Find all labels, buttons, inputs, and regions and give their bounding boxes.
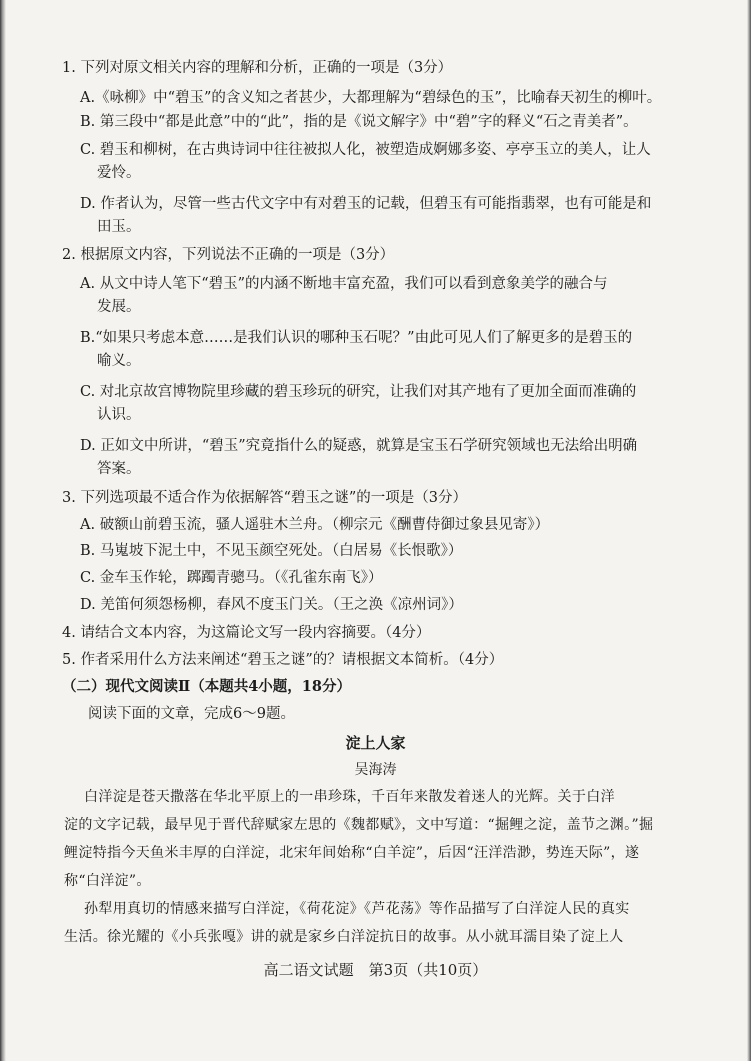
scan-edge-left: [0, 0, 6, 1061]
article-line-6: 生活。徐光耀的《小兵张嘎》讲的就是家乡白洋淀抗日的故事。从小就耳濡目染了淀上人: [64, 929, 624, 945]
question-3-stem: 3. 下列选项最不适合作为依据解答“碧玉之谜”的一项是（3分）: [62, 490, 467, 506]
article-line-3: 鲤淀特指今天鱼米丰厚的白洋淀，北宋年间始称“白羊淀”，后因“汪洋浩渺，势连天际”，遂: [64, 845, 640, 861]
article-line-4: 称“白洋淀”。: [64, 873, 151, 889]
question-2-option-d: D. 正如文中所讲，“碧玉”究竟指什么的疑惑，就算是宝玉石学研究领域也无法给出明确: [80, 438, 638, 454]
question-1-option-a: A.《咏柳》中“碧玉”的含义知之者甚少，大都理解为“碧绿色的玉”，比喻春天初生的柳叶。: [80, 90, 662, 106]
article-line-5: 孙犁用真切的情感来描写白洋淀，《荷花淀》《芦花荡》等作品描写了白洋淀人民的真实: [84, 901, 630, 917]
article-line-1: 白洋淀是苍天撒落在华北平原上的一串珍珠，千百年来散发着迷人的光辉。关于白洋: [84, 789, 615, 805]
article-author: 吴海涛: [354, 762, 397, 778]
question-2-option-a-cont: 发展。: [97, 299, 141, 315]
question-2-stem: 2. 根据原文内容，下列说法不正确的一项是（3分）: [62, 247, 395, 263]
question-3-option-c: C. 金车玉作轮，踯躅青骢马。（《孔雀东南飞》）: [80, 570, 383, 586]
question-1-option-d-cont: 田玉。: [97, 219, 141, 235]
question-2-option-a: A. 从文中诗人笔下“碧玉”的内涵不断地丰富充盈，我们可以看到意象美学的融合与: [80, 276, 608, 292]
question-2-option-c: C. 对北京故宫博物院里珍藏的碧玉珍玩的研究，让我们对其产地有了更加全面而准确的: [80, 384, 637, 400]
question-5-stem: 5. 作者采用什么方法来阐述“碧玉之谜”的？请根据文本简析。（4分）: [62, 652, 504, 668]
question-4-stem: 4. 请结合文本内容，为这篇论文写一段内容摘要。（4分）: [62, 625, 431, 641]
question-1-stem: 1. 下列对原文相关内容的理解和分析，正确的一项是（3分）: [62, 60, 453, 76]
question-1-option-c: C. 碧玉和柳树，在古典诗词中往往被拟人化，被塑造成婀娜多姿、亭亭玉立的美人，让人: [80, 142, 651, 158]
question-1-option-c-cont: 爱怜。: [97, 165, 141, 181]
section-heading: （二）现代文阅读Ⅱ（本题共4小题，18分）: [62, 678, 351, 695]
question-3-option-b: B. 马嵬坡下泥土中，不见玉颜空死处。（白居易《长恨歌》）: [80, 543, 463, 559]
question-2-option-b-cont: 喻义。: [97, 353, 141, 369]
question-2-option-b: B.“如果只考虑本意……是我们认识的哪种玉石呢？”由此可见人们了解更多的是碧玉的: [80, 330, 633, 346]
section-instruction: 阅读下面的文章，完成6～9题。: [88, 706, 295, 722]
scan-edge-right: [747, 0, 751, 1061]
page-footer: 高二语文试题 第3页（共10页）: [263, 961, 488, 979]
article-title: 淀上人家: [345, 734, 406, 752]
question-2-option-d-cont: 答案。: [97, 461, 141, 477]
question-3-option-a: A. 破额山前碧玉流，骚人遥驻木兰舟。（柳宗元《酬曹侍御过象县见寄》）: [80, 517, 550, 533]
question-3-option-d: D. 羌笛何须怨杨柳，春风不度玉门关。（王之涣《凉州词》）: [80, 597, 463, 613]
article-line-2: 淀的文字记载，最早见于晋代辞赋家左思的《魏都赋》，文中写道：“掘鲤之淀，盖节之渊。”掘: [64, 817, 654, 833]
question-1-option-b: B. 第三段中“都是此意”中的“此”，指的是《说文解字》中“碧”字的释义“石之青美者”。: [80, 114, 638, 130]
question-2-option-c-cont: 认识。: [97, 407, 141, 423]
question-1-option-d: D. 作者认为，尽管一些古代文字中有对碧玉的记载，但碧玉有可能指翡翠，也有可能是和: [80, 196, 652, 212]
